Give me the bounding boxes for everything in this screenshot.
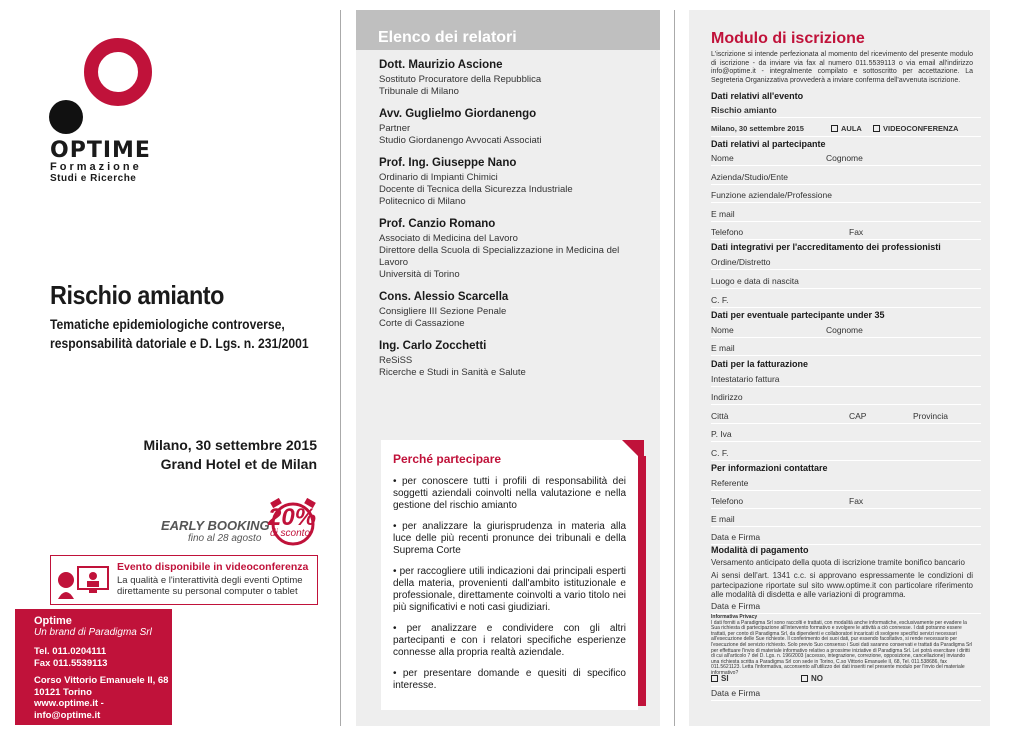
form-intro: L'iscrizione si intende perfezionata al momento del ricevimento del presente modulo di iscrizione - da inviare via fax al numero 011.5539113 o via email all'indirizzo info@optime.it - integralmente compilato e sottoscritto per accettazione. La Segreteria Organizzativa provvederà a inviare conferma dell'avvenuta iscrizione.	[711, 51, 973, 84]
speaker-desc: Ordinario di Impianti Chimici	[379, 172, 498, 183]
section-under35: Dati per eventuale partecipante under 35	[711, 310, 885, 320]
why-item: • per presentare domande e quesiti di specifico interesse.	[393, 668, 626, 691]
discount-label: di sconto	[270, 528, 311, 539]
speaker-item	[379, 218, 660, 281]
section-participant: Dati relativi al partecipante	[711, 139, 826, 149]
speakers-list	[356, 50, 660, 379]
birth-field[interactable]: Luogo e data di nascita	[711, 274, 981, 289]
registration-form	[689, 10, 990, 726]
contact-address-1: Corso Vittorio Emanuele II, 68	[34, 675, 169, 686]
section-contacts: Per informazioni contattare	[711, 463, 828, 473]
fold-line-1	[340, 10, 341, 726]
signature-field[interactable]: Data e Firma	[711, 530, 981, 545]
event-subtitle: Tematiche epidemiologiche controverse, responsabilità datoriale e D. Lgs. n. 231/2001	[50, 317, 309, 351]
vat-field[interactable]: P. Iva	[711, 427, 981, 442]
event-name-field: Rischio amianto	[711, 103, 981, 118]
event-title: Rischio amianto	[50, 280, 224, 310]
signature-field-2[interactable]: Data e Firma	[711, 599, 981, 614]
contact-phone-field[interactable]: Telefono Fax	[711, 494, 981, 509]
contact-web[interactable]: www.optime.it - info@optime.it	[34, 698, 104, 721]
contact-name: Optime	[34, 615, 72, 627]
company-field[interactable]: Azienda/Studio/Ente	[711, 170, 981, 185]
speaker-desc: Corte di Cassazione	[379, 318, 465, 329]
side-rail	[638, 456, 646, 706]
speaker-desc: Politecnico di Milano	[379, 196, 466, 207]
terms-text: Ai sensi dell'art. 1341 c.c. si approvano espressamente le condizioni di partecipazione riportate sul sito www.optime.it con particolare riferimento alle modalità di disdetta e alle variazioni di programma.	[711, 571, 973, 599]
contact-email-field[interactable]: E mail	[711, 512, 981, 527]
holder-field[interactable]: Intestatario fattura	[711, 372, 981, 387]
contact-fax: Fax 011.5539113	[34, 657, 108, 669]
section-event: Dati relativi all'evento	[711, 91, 804, 101]
event-venue: Grand Hotel et de Milan	[160, 456, 317, 472]
why-item: • per raccogliere utili indicazioni dai principali esperti della materia, provenienti dall'ambito istituzionale e professionale, direttamente coinvolti a vario titolo nei più significativi e noti casi giudiziari.	[393, 566, 626, 613]
video-conference-box	[50, 555, 318, 605]
section-billing: Dati per la fatturazione	[711, 359, 809, 369]
speaker-name: Cons. Alessio Scarcella	[379, 291, 509, 303]
early-booking-until: fino al 28 agosto	[188, 533, 262, 544]
u35-name-field[interactable]: Nome Cognome	[711, 323, 981, 338]
speaker-desc: Università di Torino	[379, 269, 460, 280]
speaker-item	[379, 291, 660, 330]
speaker-item	[379, 108, 660, 147]
speaker-name: Ing. Carlo Zocchetti	[379, 340, 487, 352]
why-title: Perché partecipare	[393, 452, 502, 466]
speaker-desc: Direttore della Scuola di Specializzazione in Medicina del Lavoro	[379, 245, 620, 268]
why-list	[393, 476, 626, 692]
speaker-name: Prof. Canzio Romano	[379, 218, 496, 230]
contact-address-2: 10121 Torino	[34, 686, 92, 698]
address-field[interactable]: Indirizzo	[711, 390, 981, 405]
speaker-item	[379, 157, 660, 208]
video-checkbox[interactable]: VIDEOCONFERENZA	[873, 124, 958, 133]
billing-cf-field[interactable]: C. F.	[711, 446, 981, 461]
consent-row	[711, 672, 981, 687]
aula-checkbox[interactable]: AULA	[831, 124, 862, 133]
why-item: • per conoscere tutti i profili di responsabilità dei soggetti aziendali coinvolti nella valutazione e nella gestione del rischio amianto	[393, 476, 626, 511]
email-field[interactable]: E mail	[711, 207, 981, 222]
contact-tel: Tel. 011.0204111	[34, 646, 107, 657]
speaker-item	[379, 59, 660, 98]
consent-yes[interactable]: SI	[711, 674, 729, 683]
section-accreditation: Dati integrativi per l'accreditamento dei professionisti	[711, 242, 941, 252]
speaker-name: Dott. Maurizio Ascione	[379, 59, 503, 71]
early-booking-badge	[155, 498, 325, 548]
function-field[interactable]: Funzione aziendale/Professione	[711, 188, 981, 203]
privacy-notice: Informativa Privacy I dati forniti a Paradigma Srl sono raccolti e trattati, con modalità anche informatiche, esclusivamente per evadere la Sua richiesta di partecipazione all'intervento formativo e svolgere le attività a ciò connesse. I dati potranno essere trattati, per conto di Paradigma Srl, da dipendenti e collaboratori incaricati di svolgere specifici servizi necessari all'esecuzione delle Sue richieste. Il conferimento dei suoi dati, pur essendo facoltativo, si rende necessario per l'esecuzione del servizio richiesto. Solo previo Suo consenso i Suoi dati saranno conservati e trattati da Paradigma Srl per effettuare l'invio di materiale informativo relativo a prossime iniziative di Paradigma Srl. Lei potrà esercitare i diritti di cui all'articolo 7 del D. Lgs. n. 196/2003 (accesso, integrazione, correzione, opposizione, cancellazione) inviando una richiesta scritta a Paradigma Srl con sede in Torino, C.so Vittorio Emanuele II, 68, Tel. 011.538686, fax 011.5621123. Letta l'informativa, acconsento all'utilizzo dei dati inseriti nel presente modulo per l'invio del materiale informativo?	[711, 614, 973, 676]
fold-line-2	[674, 10, 675, 726]
speaker-desc: Docente di Tecnica della Sicurezza Industriale	[379, 184, 573, 195]
contact-box	[15, 609, 172, 725]
section-payment: Modalità di pagamento	[711, 545, 809, 555]
why-item: • per analizzare e condividere con gli altri partecipanti e con i relatori specifiche esperienze connesse alla propria realtà aziendale.	[393, 623, 626, 658]
name-field[interactable]: Nome Cognome	[711, 151, 981, 166]
brand-line1: Formazione	[50, 161, 142, 173]
why-attend-box	[381, 440, 638, 710]
video-desc: La qualità e l'interattività degli eventi Optime direttamente su personal computer o tablet	[117, 575, 303, 597]
speaker-desc: ReSiSS	[379, 355, 413, 366]
early-booking-label: EARLY BOOKING	[161, 518, 270, 533]
form-title: Modulo di iscrizione	[711, 30, 865, 47]
speaker-desc: Ricerche e Studi in Sanità e Salute	[379, 367, 526, 378]
brand-block	[50, 138, 151, 184]
videoconference-icon	[56, 563, 111, 599]
event-date: Milano, 30 settembre 2015	[143, 437, 317, 453]
video-title: Evento disponibile in videoconferenza	[117, 561, 309, 573]
cf-field[interactable]: C. F.	[711, 293, 981, 308]
referent-field[interactable]: Referente	[711, 476, 981, 491]
speakers-panel	[356, 10, 660, 726]
signature-field-3[interactable]: Data e Firma	[711, 686, 981, 701]
speaker-name: Prof. Ing. Giuseppe Nano	[379, 157, 517, 169]
brand-line2: Studi e Ricerche	[50, 173, 137, 184]
speakers-title: Elenco dei relatori	[356, 10, 660, 50]
speaker-item	[379, 340, 660, 379]
event-date-venue	[143, 436, 317, 474]
speaker-desc: Associato di Medicina del Lavoro	[379, 233, 518, 244]
u35-email-field[interactable]: E mail	[711, 341, 981, 356]
brand-name: OPTIME	[50, 138, 151, 163]
consent-no[interactable]: NO	[801, 674, 823, 683]
payment-text: Versamento anticipato della quota di iscrizione tramite bonifico bancario	[711, 558, 965, 567]
why-item: • per analizzare la giurisprudenza in materia alla luce delle più recenti pronunce dei tribunali e della Suprema Corte	[393, 521, 627, 556]
speaker-desc: Sostituto Procuratore della Repubblica	[379, 74, 542, 85]
discount-percent: 20%	[268, 504, 317, 531]
speaker-desc: Consigliere III Sezione Penale	[379, 306, 507, 317]
event-options-row: Milano, 30 settembre 2015 AULA VIDEOCONFERENZA	[711, 122, 981, 137]
order-field[interactable]: Ordine/Distretto	[711, 255, 981, 270]
speaker-desc: Studio Giordanengo Avvocati Associati	[379, 135, 542, 146]
contact-brand-of: Un brand di Paradigma Srl	[34, 627, 152, 638]
city-field[interactable]: Città CAP Provincia	[711, 409, 981, 424]
phone-fax-field[interactable]: Telefono Fax	[711, 225, 981, 240]
speaker-desc: Partner	[379, 123, 411, 134]
speaker-desc: Tribunale di Milano	[379, 86, 459, 97]
speaker-name: Avv. Guglielmo Giordanengo	[379, 108, 537, 120]
